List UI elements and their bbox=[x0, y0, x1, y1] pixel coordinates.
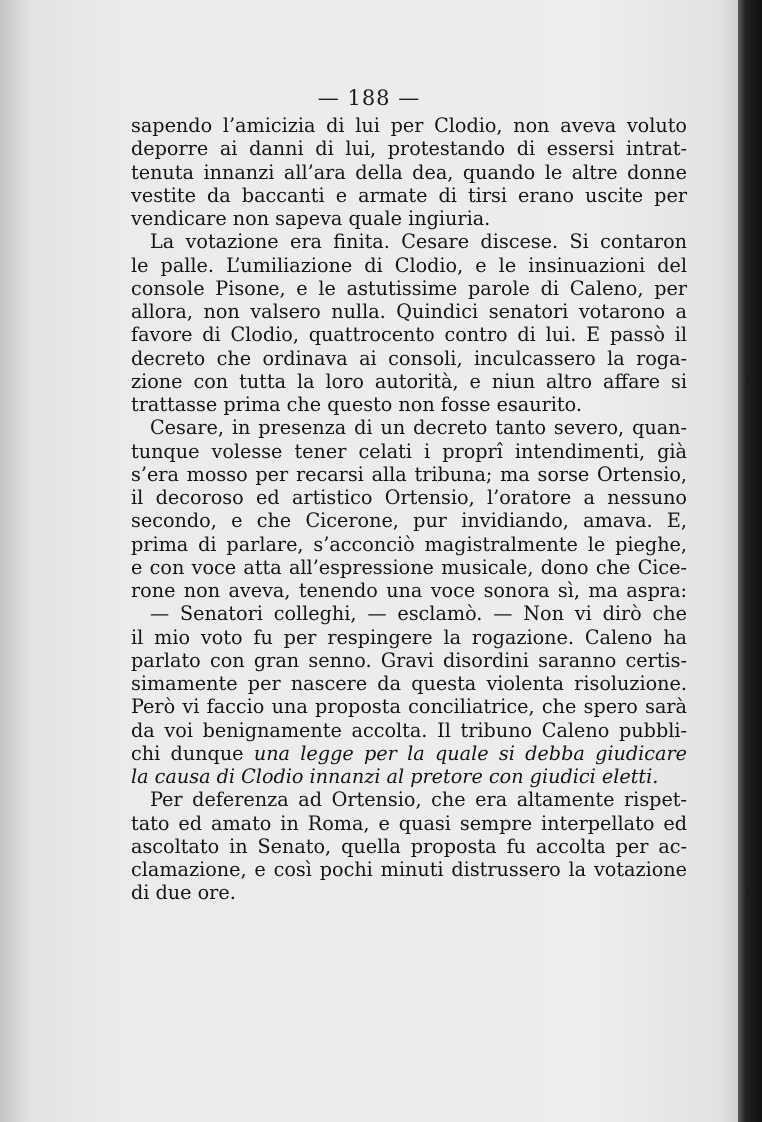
text-line bbox=[131, 230, 687, 253]
text-line-content: Però vi faccio una proposta conciliatrice, che spero sarà bbox=[131, 695, 687, 719]
text-line bbox=[131, 695, 687, 718]
text-line bbox=[131, 161, 687, 184]
text-line-content: chi dunque bbox=[131, 741, 254, 765]
text-line bbox=[131, 137, 687, 160]
text-line-content: tato ed amato in Roma, e quasi sempre interpellato ed bbox=[131, 811, 687, 835]
text-line-content: simamente per nascere da questa violenta risoluzione. bbox=[131, 672, 687, 695]
text-line-content: Cesare, in presenza di un decreto tanto severo, quan- bbox=[150, 416, 687, 440]
text-line bbox=[131, 649, 687, 672]
text-line-content: console Pisone, e le astutissime parole di Caleno, per bbox=[131, 276, 687, 300]
text-line bbox=[131, 719, 687, 742]
text-line bbox=[131, 742, 687, 765]
text-line-content: — Senatori colleghi, — esclamò. — Non vi dirò che bbox=[150, 602, 687, 626]
text-line bbox=[131, 556, 687, 579]
text-line bbox=[131, 509, 687, 532]
text-line bbox=[131, 835, 687, 858]
text-line-content: parlato con gran senno. Gravi disordini saranno certis- bbox=[131, 648, 687, 672]
text-line-content: La votazione era finita. Cesare discese. Si contaron bbox=[150, 230, 687, 254]
text-line-content: rone non aveva, tenendo una voce sonora sì, ma aspra: bbox=[131, 579, 687, 602]
text-line-content: ascoltato in Senato, quella proposta fu accolta per ac- bbox=[131, 834, 687, 858]
text-line-content: decreto che ordinava ai consoli, inculcassero la roga- bbox=[131, 346, 687, 370]
text-line bbox=[131, 277, 687, 300]
text-line bbox=[131, 440, 687, 463]
text-line bbox=[131, 602, 687, 625]
text-line-content: le palle. L’umiliazione di Clodio, e le insinuazioni del bbox=[131, 253, 687, 277]
text-line bbox=[131, 184, 687, 207]
text-line bbox=[131, 672, 687, 695]
text-line bbox=[131, 579, 687, 602]
text-line bbox=[131, 463, 687, 486]
italic-text: la causa di Clodio innanzi al pretore con giudici eletti. bbox=[131, 765, 659, 788]
text-line bbox=[131, 323, 687, 346]
text-line bbox=[131, 626, 687, 649]
text-line-content: tenuta innanzi all’ara della dea, quando le altre donne bbox=[131, 160, 687, 184]
text-line-content: allora, non valsero nulla. Quindici senatori votarono a bbox=[131, 300, 687, 323]
text-line bbox=[131, 765, 687, 788]
text-line bbox=[131, 858, 687, 881]
text-line bbox=[131, 393, 687, 416]
text-line bbox=[131, 486, 687, 509]
text-line-content: clamazione, e così pochi minuti distrussero la votazione bbox=[131, 858, 687, 881]
text-line-content: di due ore. bbox=[131, 881, 236, 905]
text-line bbox=[131, 300, 687, 323]
italic-text: una legge per la quale si debba giudicare bbox=[253, 741, 687, 765]
book-binding-edge bbox=[738, 0, 762, 1122]
body-text bbox=[131, 114, 687, 905]
text-line-content: Per deferenza ad Ortensio, che era altamente rispet- bbox=[150, 788, 687, 812]
text-line bbox=[131, 881, 687, 904]
text-line-content: trattasse prima che questo non fosse esaurito. bbox=[131, 393, 582, 416]
page-number: — 188 — bbox=[317, 86, 421, 110]
text-line-content: sapendo l’amicizia di lui per Clodio, non aveva voluto bbox=[131, 114, 687, 137]
text-line bbox=[131, 207, 687, 230]
text-line bbox=[131, 347, 687, 370]
text-line-content: s’era mosso per recarsi alla tribuna; ma sorse Ortensio, bbox=[131, 462, 687, 486]
text-line-content: il decoroso ed artistico Ortensio, l’oratore a nessuno bbox=[131, 486, 687, 509]
text-line bbox=[131, 812, 687, 835]
text-line bbox=[131, 370, 687, 393]
text-line-content: tunque volesse tener celati i proprî intendimenti, già bbox=[131, 439, 687, 463]
text-line-content: favore di Clodio, quattrocento contro di lui. E passò il bbox=[131, 323, 687, 347]
text-line bbox=[131, 254, 687, 277]
text-line-content: secondo, e che Cicerone, pur invidiando, amava. E, bbox=[131, 509, 687, 533]
text-line-content: vendicare non sapeva quale ingiuria. bbox=[131, 207, 491, 230]
text-line bbox=[131, 416, 687, 439]
text-line-content: il mio voto fu per respingere la rogazione. Caleno ha bbox=[131, 625, 687, 649]
text-line-content: prima di parlare, s’acconciò magistralmente le pieghe, bbox=[131, 532, 687, 556]
text-line-content: vestite da baccanti e armate di tirsi erano uscite per bbox=[131, 183, 687, 207]
text-line bbox=[131, 788, 687, 811]
text-line-content: deporre ai danni di lui, protestando di essersi intrat- bbox=[131, 137, 687, 161]
text-line bbox=[131, 114, 687, 137]
text-line-content: e con voce atta all’espressione musicale, dono che Cice- bbox=[131, 555, 687, 579]
text-line bbox=[131, 533, 687, 556]
text-line-content: da voi benignamente accolta. Il tribuno Caleno pubbli- bbox=[131, 718, 687, 742]
text-line-content: zione con tutta la loro autorità, e niun altro affare si bbox=[131, 369, 687, 393]
